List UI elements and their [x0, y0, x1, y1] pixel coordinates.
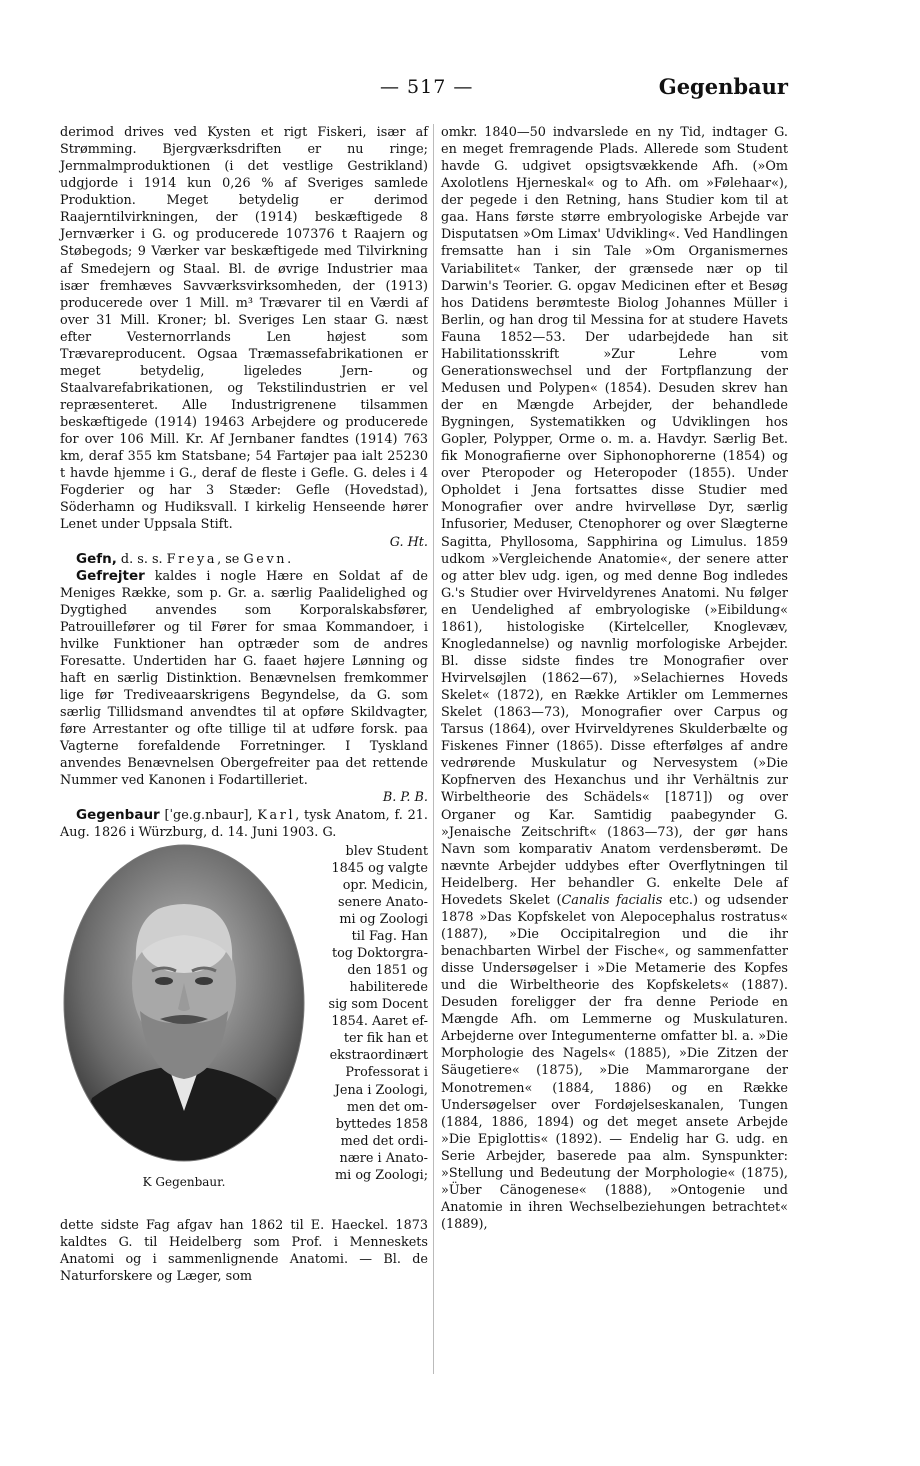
- portrait-block: [60, 843, 428, 1217]
- cross-reference: Gevn: [243, 551, 288, 567]
- pronunciation: [ˈge.g.nbaur],: [159, 807, 258, 823]
- portrait-image: [62, 843, 306, 1163]
- gestrikland-text: derimod drives ved Kysten et rigt Fiskeri, især af Strømming. Bjergværksdriften er nu ringe; Jernmalmproduktionen (i det vestlige Gestrikland) udgjorde i 1914 kun 0,26 % af Sveriges samlede Produktion. Meget betydelig er derimod Raajerntilvirkningen, der (1914) beskæftigede 8 Jernværker i G. og producerede 107376 t Raajern og Støbegods; 9 Værker var beskæftigede med Tilvirkning af Smedejern og Staal. Bl. de øvrige Industrier maa især fremhæves Savværksvirksomheden, der (1913) producerede over 1 Mill. m³ Trævarer til en Værdi af over 31 Mill. Kroner; bl. Sveriges Len staar G. næst efter Vesternorrlands Len højest som Trævareproducent. Ogsaa Træmassefabrikationen er meget betydelig, ligeledes Jern- og Staalvarefabrikationen, og Tekstilindustrien er vel repræsenteret. Alle Industrigrenene tilsammen beskæftigede (1914) 19463 Arbejdere og producerede for over 106 Mill. Kr. Af Jernbaner fandtes (1914) 763 km, deraf 355 km Statsbane; 54 Fartøjer paa ialt 25230 t havde hjemme i G., deraf de fleste i Gefle. G. deles i 4 Fogderier og har 3 Stæder: Gefle (Hovedstad), Söderhamn og Hudiksvall. I kirkelig Henseende hører Lenet under Uppsala Stift.: [60, 125, 428, 533]
- biography-text: etc.) og udsender 1878 »Das Kopfskelet von Alepocephalus rostratus« (1887), »Die Occipitalregion und die ihr benachbarten Wirbel der Fische«, og sammenfatter disse Undersøgelser i »Die Metamerie des Kopfes und die Wirbeltheorie des Kopfskelets« (1887). Desuden foreligger der fra denne Periode en Mængde Afh. om Lemmerne og Muskulaturen. Arbejderne over Integumenterne omfatter bl. a. »Die Morphologie des Nagels« (1885), »Die Zitzen der Säugetiere« (1875), »Die Mammarorgane der Monotremen« (1884, 1886) og en Række Undersøgelser over Fordøjelseskanalen, Tungen (1884, 1886, 1894) og det meget ansete Arbejde »Die Epiglottis« (1892). — Endelig har G. udg. en Serie Arbejder, baserede paa alm. Synspunkter: »Stellung und Bedeutung der Morphologie« (1875), »Über Cänogenese« (1888), »Ontogenie und Anatomie in ihren Wechselbeziehungen betrachtet« (1889),: [441, 892, 788, 1232]
- author-signature: G. Ht.: [389, 534, 428, 550]
- italic-term: Canalis facialis: [561, 892, 663, 908]
- column-divider: [433, 124, 434, 1374]
- author-signature: B. P. B.: [382, 790, 428, 806]
- gestrikland-paragraph: [60, 124, 428, 551]
- entry-headword: Gegenbaur: [76, 806, 160, 823]
- entry-gefn: [60, 551, 428, 568]
- left-column: [60, 124, 428, 1285]
- biography-text: omkr. 1840—50 indvarslede en ny Tid, indtager G. en meget fremragende Plads. Allerede som Student havde G. udgivet opsigtsvækkende Afh. (»Om Axolotlens Hjerneskal« og to Afh. om »Følehaar«), der pegede i den Retning, hans Studier kom til at gaa. Hans første større embryologiske Arbejde var Disputatsen »Om Limax' Udvikling«. Ved Handlingen fremsatte han i sin Tale »Om Organismernes Variabilitet« Tanker, der grænsede nær op til Darwin's Teorier. G. opgav Medicinen efter et Besøg hos Datidens berømteste Biolog Johannes Müller i Berlin, og han drog til Messina for at studere Havets Fauna 1852—53. Der udarbejdede han sit Habilitationsskrift »Zur Lehre vom Generationswechsel und der Fortpflanzung der Medusen und Polypen« (1854). Desuden skrev han der en Mængde Arbejder, der behandlede Bygningen, Systematikken og Udviklingen hos Gopler, Polypper, Orme o. m. a. Havdyr. Særlig Bet. fik Monografierne over Siphonophorerne (1854) og over Pteropoder og Heteropoder (1855). Under Opholdet i Jena fortsattes disse Studier med Monografier over andre hvirvelløse Dyr, særlig Infusorier, Meduser, Ctenophorer og over Slægterne Sagitta, Phyllosoma, Sapphirina og Limulus. 1859 udkom »Vergleichende Anatomie«, der senere atter og atter blev udg. igen, og med denne Bog indledes G.'s Studier over Hvirveldyrenes Anatomi. Nu følger en Uendelighed af embryologiske (»Eibildung« 1861), histologiske (Kirtelceller, Knoglevæv, Knogledannelse) og navnlig morfologiske Arbejder. Bl. disse sidste findes tre Monografier over Hvirvelsøjlen (1862—67), »Selachiernes Hoveds Skelet« (1872), en Række Artikler om Lemmernes Skelet (1863—73), Monografier over Carpus og Tarsus (1864), over Hvirveldyrenes Skulderbælte og Fiskenes Finner (1865). Disse efterfølges af andre vedrørende Muskulatur og Nervesystem (»Die Kopfnerven des Hexanchus und ihr Verhältnis zur Wirbeltheorie des Schädels« [1871]) og over Organer og Kar. Samtidig paabegynder G. »Jenaische Zeitschrift« (1863—73), der gør hans Navn som komparativ Anatom verdensberømt. De nævnte Arbejder uddybes efter Overflytningen til Heidelberg. Her behandler G. enkelte Dele af Hovedets Skelet (: [441, 125, 788, 908]
- portrait-caption: K Gegenbaur.: [142, 1174, 226, 1189]
- cross-reference: Freya: [166, 551, 218, 567]
- entry-text: , se: [217, 551, 244, 567]
- entry-text: d. s. s.: [116, 551, 167, 567]
- entry-gegenbaur: [60, 807, 428, 841]
- page-header: [60, 72, 788, 106]
- running-head: Gegenbaur: [658, 74, 788, 99]
- first-name: Karl: [257, 807, 296, 823]
- entry-text: .: [287, 551, 292, 567]
- entry-text: , tysk Anatom, f. 21. Aug. 1826 i Würzburg, d. 14. Juni 1903. G.: [60, 807, 428, 840]
- entry-headword: Gefrejter: [76, 567, 145, 584]
- gegenbaur-continued: dette sidste Fag afgav han 1862 til E. Haeckel. 1873 kaldtes G. til Heidelberg som Prof. i Menneskets Anatomi og i sammenlignende Anatomi. — Bl. de Naturforskere og Læger, som: [60, 1217, 428, 1284]
- gegenbaur-biography: [441, 124, 788, 1233]
- entry-gefrejter: [60, 568, 428, 807]
- page-number: — 517 —: [380, 76, 474, 98]
- entry-headword: Gefn,: [76, 550, 117, 567]
- portrait-side-text: blev Student 1845 og valgte opr. Medicin, senere Anato- mi og Zoologi til Fag. Han tog Doktorgra- den 1851 og habiliterede sig som Docent 1854. Aaret ef- ter fik han et ekstraordinært Professorat i Jena i Zoologi, men det om- byttedes 1858 med det ordi- nære i Anato- mi og Zoologi;: [328, 843, 428, 1183]
- right-column: [441, 124, 788, 1233]
- entry-text: kaldes i nogle Hære en Soldat af de Meniges Række, som p. Gr. a. særlig Paalidelighed og Dygtighed anvendes som Korporalskabsfører, Patrouillefører og til Fører for smaa Kommandoer, i hvilke Funktioner han optræder som de andres Foresatte. Undertiden har G. faaet højere Lønning og haft en særlig Distinktion. Benævnelsen fremkommer lige før Trediveaarskrigens Begyndelse, da G. som særlig Tillidsmand anvendtes til at opføre Skildvagter, føre Arrestanter og ofte tillige til at udføre forsk. paa Vagterne forefaldende Forretninger. I Tyskland anvendes Benævnelsen Obergefreiter paa det rettende Nummer ved Kanonen i Fodartilleriet.: [60, 568, 428, 789]
